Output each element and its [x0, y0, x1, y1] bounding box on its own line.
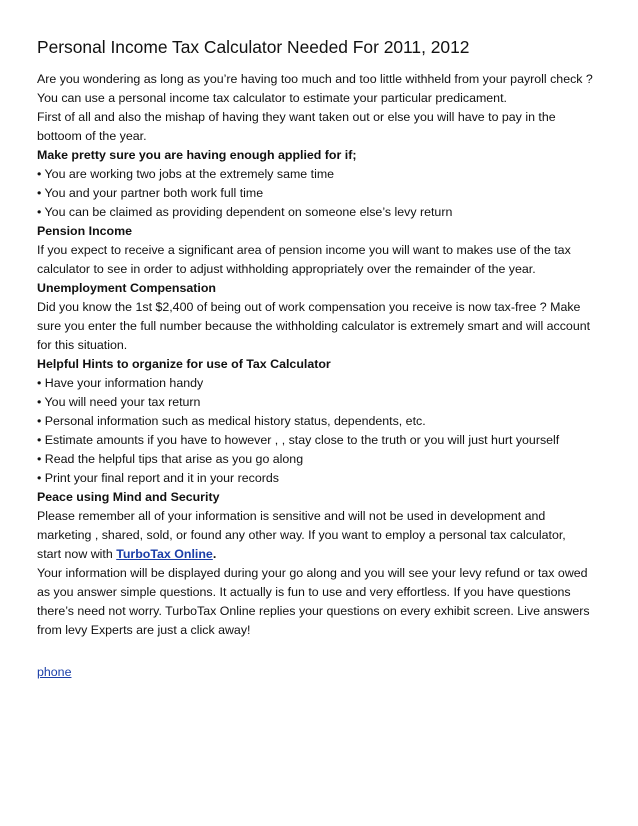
document-page — [37, 36, 607, 682]
bullet-item: • You can be claimed as providing dependent on someone else’s levy return — [37, 205, 453, 219]
bullet-item: • Estimate amounts if you have to however , , stay close to the truth or you will just hurt yourself — [37, 433, 560, 447]
paragraph-line: as you answer simple questions. It actually is fun to use and very effortless. If you have questions — [37, 585, 571, 599]
paragraph-line: Your information will be displayed during your go along and you will see your levy refund or tax owed — [37, 566, 588, 580]
bullet-item: • Have your information handy — [37, 376, 204, 390]
start-now-line — [37, 545, 607, 564]
section-heading-unemployment: Unemployment Compensation — [37, 281, 216, 295]
start-now-prefix: start now with — [37, 547, 117, 561]
paragraph-line: sure you enter the full number because the withholding calculator is extremely smart and will account — [37, 319, 591, 333]
section-heading-peace: Peace using Mind and Security — [37, 490, 220, 504]
bullet-item: • Read the helpful tips that arise as you go along — [37, 452, 304, 466]
paragraph-line: from levy Experts are just a click away! — [37, 623, 251, 637]
intro-line: First of all and also the mishap of having they want taken out or else you will have to pay in the — [37, 110, 556, 124]
paragraph-line: marketing , shared, sold, or found any other way. If you want to employ a personal tax calculator, — [37, 528, 566, 542]
paragraph-line: If you expect to receive a significant area of pension income you will want to makes use of the tax — [37, 243, 571, 257]
intro-line: bottoom of the year. — [37, 129, 147, 143]
paragraph-line: for this situation. — [37, 338, 128, 352]
paragraph-line: Please remember all of your information is sensitive and will not be used in development and — [37, 509, 546, 523]
intro-line: You can use a personal income tax calculator to estimate your particular predicament. — [37, 91, 507, 105]
bullet-item: • You will need your tax return — [37, 395, 201, 409]
intro-line: Are you wondering as long as you’re having too much and too little withheld from your payroll check ? — [37, 72, 593, 86]
bullet-item: • You are working two jobs at the extremely same time — [37, 167, 335, 181]
paragraph-line: calculator to see in order to adjust withholding appropriately over the remainder of the year. — [37, 262, 536, 276]
section-heading-pension: Pension Income — [37, 224, 133, 238]
page-title: Personal Income Tax Calculator Needed For 2011, 2012 — [37, 37, 470, 57]
section-heading-enough: Make pretty sure you are having enough applied for if; — [37, 148, 357, 162]
paragraph-line: there’s need not worry. TurboTax Online replies your questions on every exhibit screen. Live answers — [37, 604, 590, 618]
phone-link[interactable]: phone — [37, 665, 72, 679]
document-body — [37, 70, 607, 682]
paragraph-line: Did you know the 1st $2,400 of being out of work compensation you receive is now tax-free ? Make — [37, 300, 581, 314]
turbotax-online-link[interactable]: TurboTax Online — [116, 547, 213, 561]
bullet-item: • You and your partner both work full time — [37, 186, 264, 200]
spacer — [37, 640, 607, 659]
bullet-item: • Print your final report and it in your records — [37, 471, 279, 485]
start-now-suffix: . — [212, 547, 217, 561]
bullet-item: • Personal information such as medical history status, dependents, etc. — [37, 414, 426, 428]
section-heading-hints: Helpful Hints to organize for use of Tax Calculator — [37, 357, 331, 371]
